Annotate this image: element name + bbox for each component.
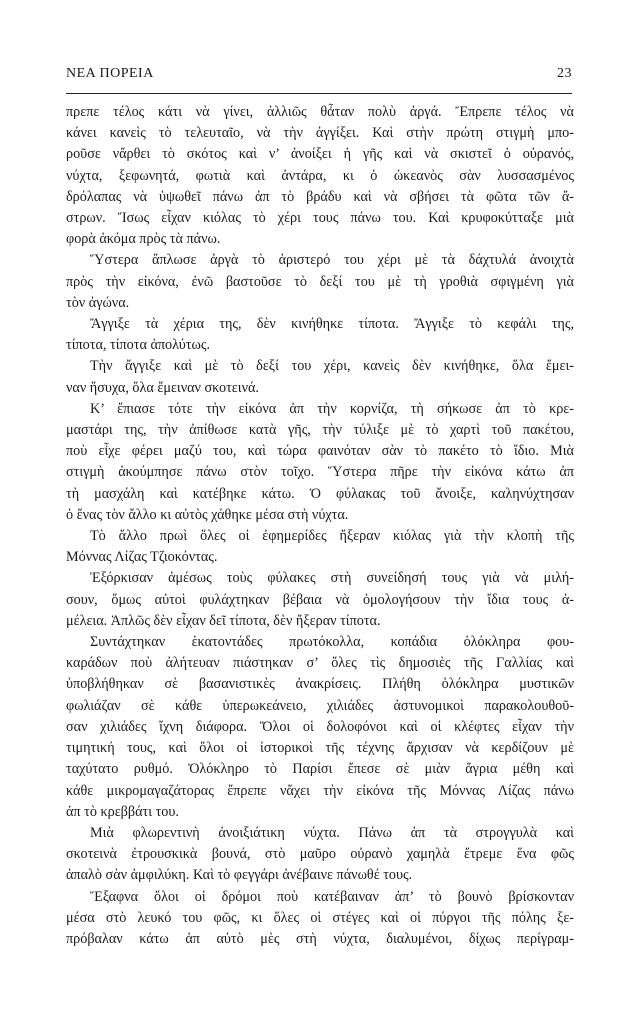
text-line: φορὰ ἀκόμα πρὸς τὰ πάνω. [66, 231, 221, 248]
text-line: καράδων ποὺ ἀλήτευαν πιάστηκαν σ’ ὅλες τὶς δημοσιὲς τῆς Γαλλίας καὶ [66, 655, 574, 672]
page-number: 23 [557, 66, 572, 81]
text-line: σαν χιλιάδες ἴχνη διάφορα. Ὅλοι οἱ δολοφόνοι καὶ οἱ κλέφτες εἶχαν τὴν [66, 718, 574, 735]
header-rule [66, 93, 572, 94]
text-line: ὑποβλήθηκαν σὲ βασανιστικὲς ἀνακρίσεις. Πλήθη ὁλόκληρα μυστικῶν [66, 676, 574, 693]
text-line: Ἔξαφνα ὅλοι οἱ δρόμοι ποὺ κατέβαιναν ἀπ’ τὸ βουνὸ βρίσκονταν [90, 888, 574, 905]
text-line: νύχτα, ξεφωνητά, φωτιὰ καὶ ἀντάρα, κι ὁ ὠκεανὸς σὰν λυσσασμένος [66, 167, 574, 184]
text-line: στρων. Ἴσως εἶχαν κιόλας τὸ χέρι τους πάνω του. Καὶ κρυφοκύτταξε μιὰ [66, 210, 574, 227]
text-line: ποὺ εἶχε φέρει μαζύ του, καὶ τώρα φαινόταν σὰν τὸ πακέτο τὸ ἴδιο. Μιὰ [66, 443, 574, 460]
text-line: τὸν ἀγώνα. [66, 294, 130, 311]
text-line: τίποτα, τίποτα ἀπολύτως. [66, 337, 211, 354]
text-line: Συντάχτηκαν ἑκατοντάδες πρωτόκολλα, κοπάδια ὁλόκληρα φου- [90, 634, 574, 651]
text-line: Ὕστερα ἅπλωσε ἀργὰ τὸ ἀριστερό του χέρι μὲ τὰ δάχτυλά ἀνοιχτὰ [90, 252, 574, 269]
text-line: πρεπε τέλος κάτι νὰ γίνει, ἀλλιῶς θἆταν πολὺ ἀργά. Ἔπρεπε τέλος νὰ [66, 104, 574, 120]
text-line: μέλεια. Ἁπλῶς δὲν εἶχαν δεῖ τίποτα, δὲν ἤξεραν τίποτα. [66, 612, 381, 629]
text-line: φωλιάζαν σὲ κάθε ὑπερωκεάνειο, χιλιάδες ἀστυνομικοὶ παρακολουθοῦ- [66, 697, 574, 714]
text-line: Τὸ ἄλλο πρωὶ ὅλες οἱ ἐφημερίδες ἤξεραν κιόλας γιὰ τὴν κλοπὴ τῆς [90, 528, 574, 545]
text-line: Μιὰ φλωρεντινὴ ἀνοιξιάτικη νύχτα. Πάνω ἀπ τὰ στρογγυλὰ καὶ [90, 824, 574, 841]
text-line: Μόννας Λίζας Τζιοκόντας. [66, 549, 218, 566]
running-header [66, 66, 572, 82]
text-line: μαστάρι της, τὴν ἀπίθωσε κατὰ γῆς, τὴν τύλιξε μὲ τὸ χαρτὶ τοῦ πακέτου, [66, 422, 574, 439]
text-line: Τὴν ἄγγιξε καὶ μὲ τὸ δεξί του χέρι, κανεὶς δὲν κινήθηκε, ὅλα ἔμει- [90, 358, 574, 375]
text-line: ἀπ τὸ κρεββάτι του. [66, 803, 179, 820]
text-line: ταχύτατο ρυθμό. Ὁλόκληρο τὸ Παρίσι ἔπεσε σὲ μιὰν ἄγρια μέθη καὶ [66, 761, 574, 778]
text-line: τὴ μασχάλη καὶ κατέβηκε κάτω. Ὁ φύλακας τοῦ ἄνοιξε, καληνύχτησαν [66, 485, 574, 502]
text-line: σκοτεινὰ ἐτρουσκικὰ βουνά, στὸ μαῦρο οὐρανὸ χαμηλὰ ἔτρεμε ἕνα φῶς [66, 846, 574, 863]
text-line: ὁ ἕνας τὸν ἄλλο κι αὐτὸς χάθηκε μέσα στὴ νύχτα. [66, 506, 349, 523]
text-line: δρόλαπας νὰ ὑψωθεῖ πάνω ἀπ τὸ βράδυ καὶ νὰ σβήσει τὰ φῶτα τῶν ἄ- [66, 188, 574, 205]
text-line: κάθε μικρομαγαζάτορας ἔπρεπε νἄχει τὴν εἰκόνα τῆς Μόννας Λίζας πάνω [66, 782, 574, 799]
body-text [66, 102, 574, 950]
text-line: Ἐξόρκισαν ἀμέσως τοὺς φύλακες στὴ συνείδησή τους γιὰ νὰ μιλή- [90, 570, 574, 587]
text-line: ροῦσε νἄρθει τὸ σκότος καὶ ν’ ἀνοίξει ἡ γῆς καὶ νὰ σκιστεῖ ὁ οὐρανός, [66, 146, 574, 163]
text-line: πρὸς τὴν εἰκόνα, ἐνῶ βαστοῦσε τὸ δεξί του μὲ τὴ γροθιὰ σφιγμένη γιὰ [66, 273, 574, 290]
running-title: ΝΕΑ ΠΟΡΕΙΑ [66, 66, 154, 81]
text-line: ναν ἥσυχα, ὅλα ἔμειναν σκοτεινά. [66, 379, 259, 396]
text-line: μέσα στὸ λευκό του φῶς, κι ὅλες οἱ στέγες καὶ οἱ πύργοι τῆς πόλης ξε- [66, 909, 574, 926]
text-line: ἁπαλὸ σὰν ἀμφιλύκη. Καὶ τὸ φεγγάρι ἀνέβαινε πάνωθέ τους. [66, 867, 413, 884]
text-line: σουν, ὅμως αὐτοὶ φυλάχτηκαν βέβαια νὰ ὁμολογήσουν τὴν ἴδια τους ἀ- [66, 591, 574, 608]
text-line: τιμητική τους, καὶ ὅλοι οἱ ἱστορικοὶ τῆς τέχνης ἄρχισαν νὰ κερδίζουν μὲ [66, 740, 574, 757]
text-line: Κ’ ἔπιασε τότε τὴν εἰκόνα ἀπ τὴν κορνίζα, τὴ σήκωσε ἀπ τὸ κρε- [90, 400, 574, 417]
text-line: Ἄγγιξε τὰ χέρια της, δὲν κινήθηκε τίποτα. Ἄγγιξε τὸ κεφάλι της, [90, 316, 574, 333]
text-line: κάνει κανεὶς τὸ τελευταῖο, νὰ τὴν ἀγγίξει. Καὶ στὴν πρώτη στιγμὴ μπο- [66, 125, 574, 142]
text-line: στιγμὴ ἀκούμπησε πάνω στὸν τοῖχο. Ὕστερα πῆρε τὴν εἰκόνα κάτω ἀπ [66, 464, 574, 481]
text-line: πρόβαλαν κάτω ἀπ αὐτὸ μὲς στὴ νύχτα, διαλυμένοι, δίχως περίγραμ- [66, 930, 574, 947]
